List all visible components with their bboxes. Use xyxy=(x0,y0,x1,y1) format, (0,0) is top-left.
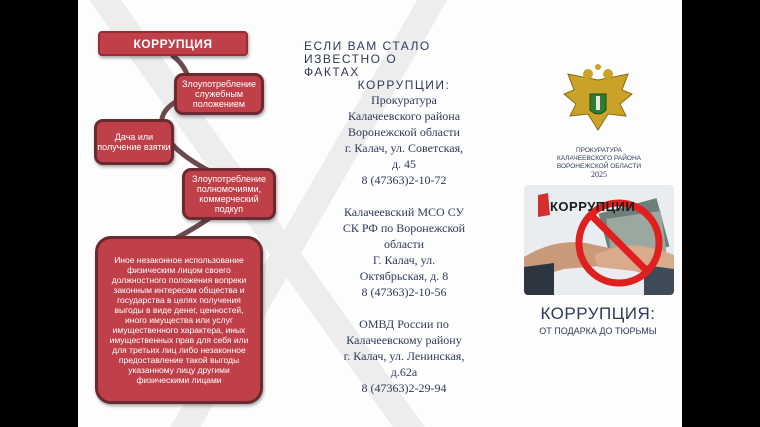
phone-number: 8 (47363)2-10-56 xyxy=(361,285,447,299)
contacts-heading-last: КОРРУПЦИИ: xyxy=(357,78,451,92)
abuse-powers-box: Злоупотребление полномочиями, коммерческий подкуп xyxy=(182,168,276,220)
contacts-heading-line: ФАКТАХ xyxy=(304,65,360,79)
contact-prosecutor: Прокуратура Калачеевского района Воронежской области г. Калач, ул. Советская, д. 45 8 (47363)2-10-72 xyxy=(304,92,504,188)
contacts-heading-line: ИЗВЕСТНО О xyxy=(304,52,398,66)
brochure-title: КОРРУПЦИЯ: xyxy=(540,304,656,323)
photo-caption: КОРРУПЦИИ xyxy=(550,199,636,214)
brochure-page xyxy=(78,0,682,427)
bribe-box: Дача или получение взятки xyxy=(94,119,174,165)
corruption-title-box: КОРРУПЦИЯ xyxy=(98,31,248,56)
contacts-column xyxy=(304,40,504,396)
contact-investigative-committee: Калачеевский МСО СУ СК РФ по Воронежской области Г. Калач, ул. Октябрьская, д. 8 8 (47363)2-10-56 xyxy=(304,204,504,300)
phone-number: 8 (47363)2-10-72 xyxy=(361,173,447,187)
organization-name: ПРОКУРАТУРА КАЛАЧЕЕВСКОГО РАЙОНА ВОРОНЕЖСКОЙ ОБЛАСТИ 2025 xyxy=(534,147,664,179)
prosecutor-emblem-icon xyxy=(556,60,640,144)
other-illegal-use-box: Иное незаконное использование физическим лицом своего должностного положения вопреки законным интересам общества и государства в целях получения выгоды в виде денег, ценностей, иного имущества или услуг имущественного характера, иных имущественных прав для себя или для третьих лиц либо незаконное предоставление такой выгоды указанному лицу другими физическими лицами xyxy=(95,236,263,404)
year: 2025 xyxy=(591,170,607,179)
phone-number: 8 (47363)2-29-94 xyxy=(361,381,447,395)
contacts-heading-line: ЕСЛИ ВАМ СТАЛО xyxy=(304,39,431,53)
abuse-position-box: Злоупотребление служебным положением xyxy=(174,73,264,115)
brochure-subtitle: ОТ ПОДАРКА ДО ТЮРЬМЫ xyxy=(539,326,657,336)
anti-bribe-photo xyxy=(524,185,674,295)
contact-police: ОМВД России по Калачеевскому району г. Калач, ул. Ленинская, д.62а 8 (47363)2-29-94 xyxy=(304,316,504,396)
